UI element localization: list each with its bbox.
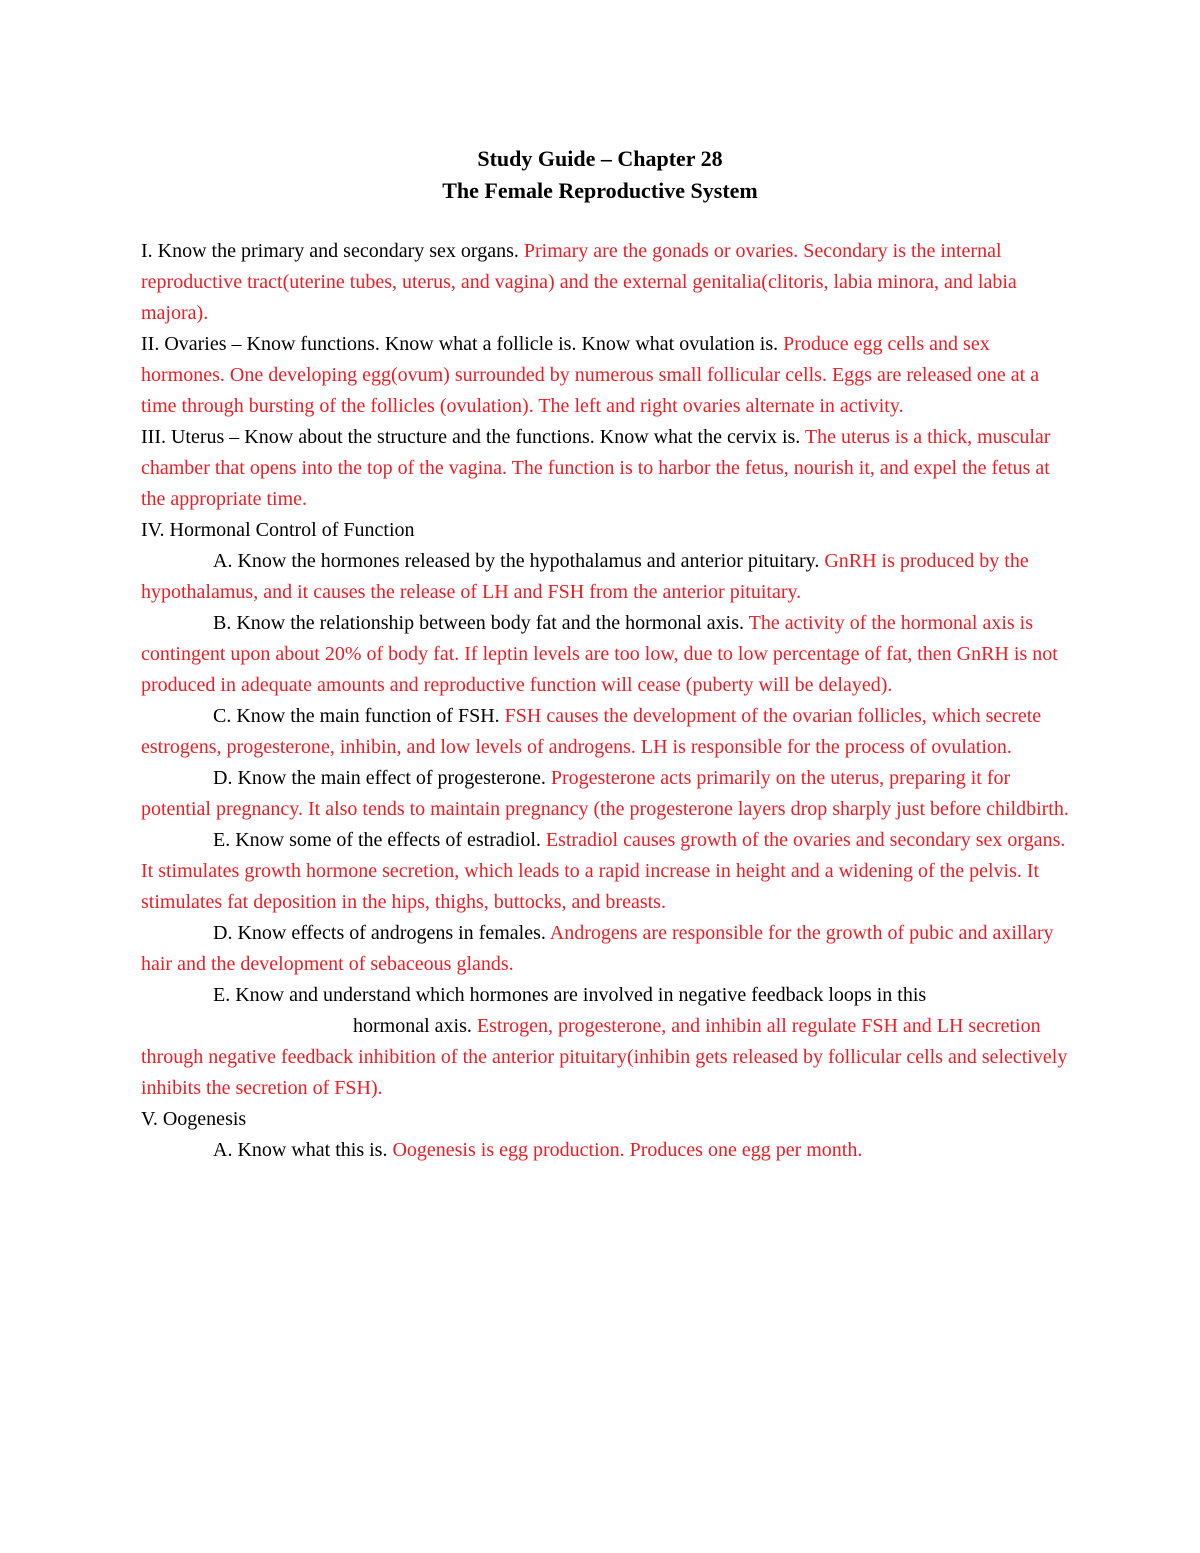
item-answer: Progesterone acts primarily on the uterus, preparing it for potential pregnancy. It also tends to maintain pregnancy (the progesterone layers drop sharply just before childbirth. [141,767,1069,820]
item-answer: Androgens are responsible for the growth of pubic and axillary hair and the development of sebaceous glands. [141,922,1054,975]
item-question-line2: hormonal axis. [353,1015,472,1037]
item-answer: The activity of the hormonal axis is contingent upon about 20% of body fat. If leptin levels are too low, due to low percentage of fat, then GnRH is not produced in adequate amounts and reproductive function will cease (puberty will be delayed). [141,612,1058,696]
item-question: A. Know the hormones released by the hypothalamus and anterior pituitary. [213,550,820,572]
section-4-item-b [141,608,1071,701]
section-5-item-a [141,1135,1071,1166]
section-1 [141,236,1071,329]
section-2 [141,329,1071,422]
item-question: A. Know what this is. [213,1139,388,1161]
section-4-item-d [141,763,1071,825]
item-answer: FSH causes the development of the ovarian follicles, which secrete estrogens, progesterone, inhibin, and low levels of androgens. LH is responsible for the process of ovulation. [141,705,1042,758]
item-question: D. Know effects of androgens in females. [213,922,546,944]
section-2-answer: Produce egg cells and sex hormones. One developing egg(ovum) surrounded by numerous small follicular cells. Eggs are released one at a time through bursting of the follicles (ovulation). The left and right ovaries alternate in activity. [141,333,1040,417]
section-4-item-d2 [141,918,1071,980]
section-4-item-e2 [141,980,1071,1104]
study-guide-body [141,236,1071,1166]
item-answer: GnRH is produced by the hypothalamus, and it causes the release of LH and FSH from the anterior pituitary. [141,550,1029,603]
section-4-item-e [141,825,1071,918]
section-3-question: III. Uterus – Know about the structure and the functions. Know what the cervix is. [141,426,801,448]
item-question: D. Know the main effect of progesterone. [213,767,546,789]
page-subtitle: The Female Reproductive System [442,178,758,203]
section-1-answer: Primary are the gonads or ovaries. Secondary is the internal reproductive tract(uterine tubes, uterus, and vagina) and the external genitalia(clitoris, labia minora, and labia majora). [141,240,1017,324]
item-question: C. Know the main function of FSH. [213,705,500,727]
item-question: B. Know the relationship between body fat and the hormonal axis. [213,612,744,634]
section-5-heading: V. Oogenesis [141,1108,247,1130]
section-3-answer: The uterus is a thick, muscular chamber that opens into the top of the vagina. The function is to harbor the fetus, nourish it, and expel the fetus at the appropriate time. [141,426,1051,510]
section-4-item-a [141,546,1071,608]
item-answer: Estrogen, progesterone, and inhibin all regulate FSH and LH secretion through negative feedback inhibition of the anterior pituitary(inhibin gets released by follicular cells and selectively inhibits the secretion of FSH). [141,1015,1068,1099]
page-title: Study Guide – Chapter 28 [477,146,723,171]
section-4-heading: IV. Hormonal Control of Function [141,519,415,541]
section-1-question: I. Know the primary and secondary sex organs. [141,240,519,262]
item-question-line1: E. Know and understand which hormones are involved in negative feedback loops in this [213,984,927,1006]
section-2-question: II. Ovaries – Know functions. Know what a follicle is. Know what ovulation is. [141,333,779,355]
item-question: E. Know some of the effects of estradiol. [213,829,541,851]
section-3 [141,422,1071,515]
item-answer: Estradiol causes growth of the ovaries and secondary sex organs. It stimulates growth hormone secretion, which leads to a rapid increase in height and a widening of the pelvis. It stimulates fat deposition in the hips, thighs, buttocks, and breasts. [141,829,1066,913]
section-4-item-c [141,701,1071,763]
item-answer: Oogenesis is egg production. Produces one egg per month. [392,1139,863,1161]
